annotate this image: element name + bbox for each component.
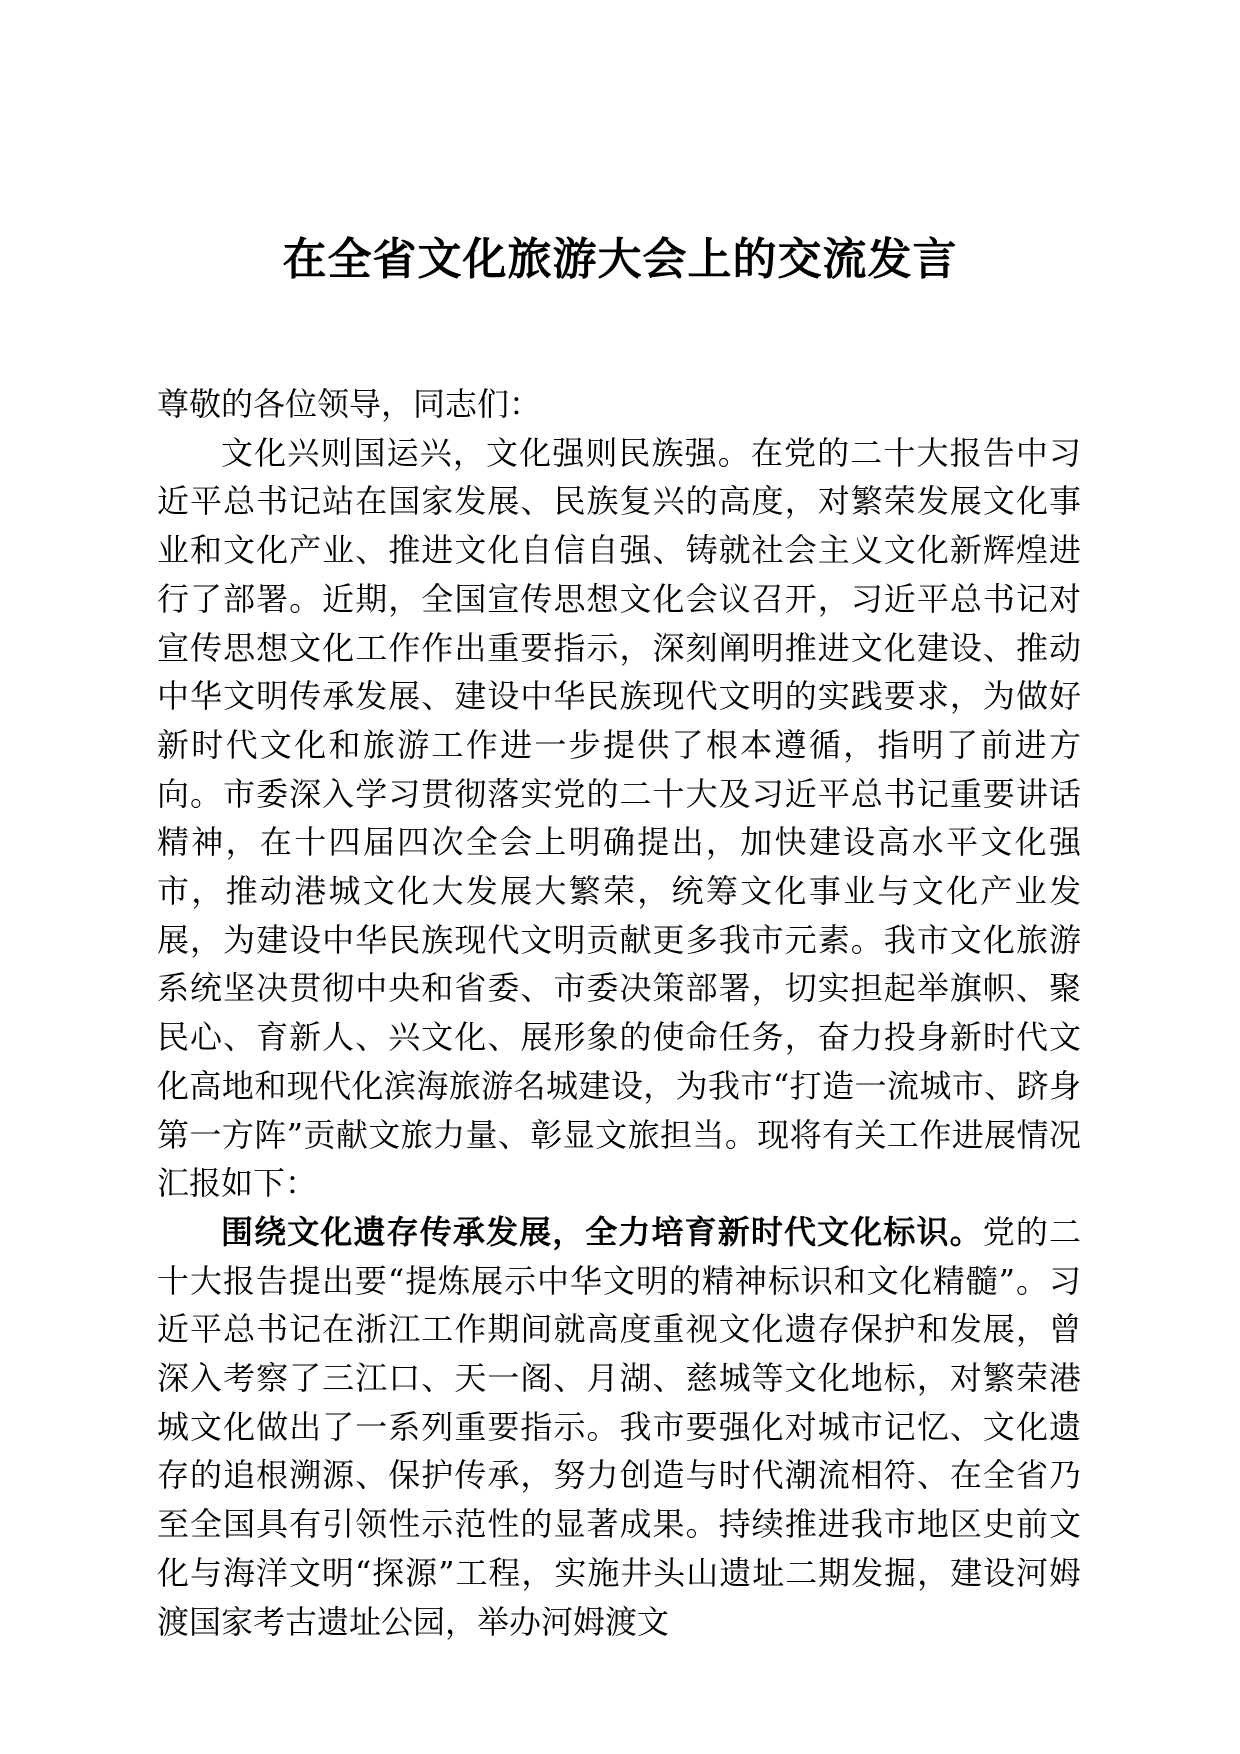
paragraph-heritage (157, 1208, 1081, 1646)
document-title: 在全省文化旅游大会上的交流发言 (282, 234, 958, 285)
paragraph-heritage-text: 党的二十大报告提出要“提炼展示中华文明的精神标识和文化精髓”。习近平总书记在浙江工作期间就高度重视文化遗存保护和发展，曾深入考察了三江口、天一阁、月湖、慈城等文化地标，对繁荣港城文化做出了一系列重要指示。我市要强化对城市记忆、文化遗存的追根溯源、保护传承，努力创造与时代潮流相符、在全省乃至全国具有引领性示范性的显著成果。持续推进我市地区史前文化与海洋文明“探源”工程，实施井头山遗址二期发掘，建设河姆渡国家考古遗址公园，举办河姆渡文 (157, 1212, 1081, 1641)
salutation: 尊敬的各位领导，同志们： (157, 385, 542, 423)
paragraph-heritage-heading: 围绕文化遗存传承发展，全力培育新时代文化标识。 (221, 1212, 983, 1251)
paragraph-intro-text: 文化兴则国运兴，文化强则民族强。在党的二十大报告中习近平总书记站在国家发展、民族复兴的高度，对繁荣发展文化事业和文化产业、推进文化自信自强、铸就社会主义文化新辉煌进行了部署。近期，全国宣传思想文化会议召开，习近平总书记对宣传思想文化工作作出重要指示，深刻阐明推进文化建设、推动中华文明传承发展、建设中华民族现代文明的实践要求，为做好新时代文化和旅游工作进一步提供了根本遵循，指明了前进方向。市委深入学习贯彻落实党的二十大及习近平总书记重要讲话精神，在十四届四次全会上明确提出，加快建设高水平文化强市，推动港城文化大发展大繁荣，统筹文化事业与文化产业发展，为建设中华民族现代文明贡献更多我市元素。我市文化旅游系统坚决贯彻中央和省委、市委决策部署，切实担起举旗帜、聚民心、育新人、兴文化、展形象的使命任务，奋力投身新时代文化高地和现代化滨海旅游名城建设，为我市“打造一流城市、跻身第一方阵”贡献文旅力量、彰显文旅担当。现将有关工作进展情况汇报如下： (157, 433, 1081, 1203)
paragraph-intro (157, 429, 1081, 1208)
document-body (157, 380, 1081, 1646)
